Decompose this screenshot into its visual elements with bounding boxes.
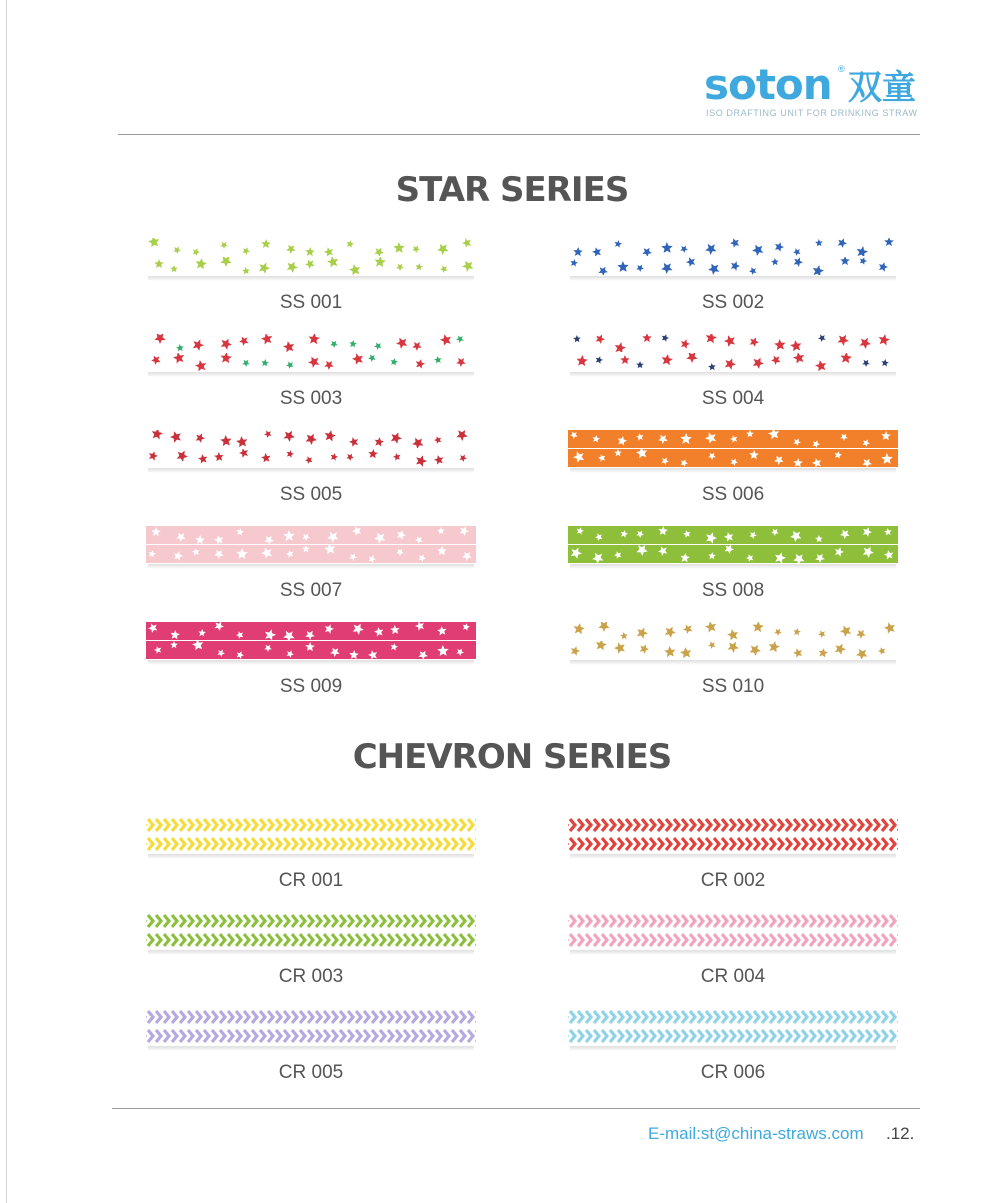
- straw: [568, 641, 898, 659]
- product-code: SS 009: [279, 676, 343, 697]
- straw-shadow: [148, 564, 474, 569]
- product-ss-001: [146, 234, 476, 314]
- product-code: SS 005: [279, 484, 343, 505]
- logo-chinese-name: 双童: [848, 68, 916, 108]
- product-ss-006: [568, 426, 898, 506]
- straw-shadow: [570, 372, 896, 377]
- product-ss-010: [568, 618, 898, 698]
- product-code: SS 001: [279, 292, 343, 313]
- straw-image: [568, 426, 898, 476]
- product-code: CR 003: [278, 966, 344, 987]
- page-left-border: [6, 0, 7, 1203]
- straw-image: [146, 908, 476, 958]
- footer-divider: [112, 1108, 920, 1109]
- straw-shadow: [570, 660, 896, 665]
- product-code: CR 001: [278, 870, 344, 891]
- straw-image: [568, 618, 898, 668]
- straw-image: [568, 234, 898, 284]
- logo-tagline: ISO DRAFTING UNIT FOR DRINKING STRAW: [706, 108, 918, 118]
- straw: [568, 622, 898, 640]
- straw-image: [146, 426, 476, 476]
- straw: [568, 526, 898, 544]
- chevron-series-title: CHEVRON SERIES: [352, 737, 672, 777]
- straw: [568, 912, 898, 930]
- star-series-title: STAR SERIES: [395, 170, 629, 210]
- straw-shadow: [148, 276, 474, 281]
- product-cr-005: [146, 1004, 476, 1084]
- straw: [146, 641, 476, 659]
- product-ss-007: [146, 522, 476, 602]
- straw-image: [568, 1004, 898, 1054]
- product-cr-002: [568, 812, 898, 892]
- straw: [146, 430, 476, 448]
- straw: [146, 622, 476, 640]
- straw: [568, 1027, 898, 1045]
- straw-shadow: [570, 564, 896, 569]
- contact-email[interactable]: E-mail:st@china-straws.com: [648, 1124, 864, 1143]
- straw-shadow: [148, 468, 474, 473]
- straw: [568, 835, 898, 853]
- straw: [146, 1027, 476, 1045]
- product-code: SS 006: [701, 484, 765, 505]
- header-divider: [118, 134, 920, 135]
- straw: [568, 931, 898, 949]
- product-code: SS 004: [701, 388, 765, 409]
- straw-shadow: [570, 854, 896, 859]
- product-cr-004: [568, 908, 898, 988]
- straw: [146, 238, 476, 256]
- straw-shadow: [148, 660, 474, 665]
- product-cr-006: [568, 1004, 898, 1084]
- straw: [146, 353, 476, 371]
- straw-image: [568, 522, 898, 572]
- straw-shadow: [148, 854, 474, 859]
- straw: [568, 545, 898, 563]
- straw: [146, 526, 476, 544]
- straw-shadow: [570, 468, 896, 473]
- straw: [146, 334, 476, 352]
- straw-shadow: [570, 1046, 896, 1051]
- straw: [146, 816, 476, 834]
- straw-image: [146, 618, 476, 668]
- straw: [146, 545, 476, 563]
- straw: [146, 912, 476, 930]
- registered-mark: ®: [838, 64, 845, 74]
- straw-image: [146, 330, 476, 380]
- straw-image: [146, 522, 476, 572]
- product-code: SS 010: [701, 676, 765, 697]
- product-code: SS 007: [279, 580, 343, 601]
- product-code: CR 002: [700, 870, 766, 891]
- straw: [568, 449, 898, 467]
- straw-image: [146, 812, 476, 862]
- straw: [568, 257, 898, 275]
- product-code: SS 002: [701, 292, 765, 313]
- page-number: .12.: [886, 1124, 915, 1143]
- product-cr-003: [146, 908, 476, 988]
- straw-shadow: [570, 276, 896, 281]
- product-code: CR 006: [700, 1062, 766, 1083]
- straw: [146, 1008, 476, 1026]
- straw: [568, 353, 898, 371]
- straw: [568, 1008, 898, 1026]
- straw: [568, 430, 898, 448]
- product-code: SS 008: [701, 580, 765, 601]
- straw: [568, 334, 898, 352]
- product-code: SS 003: [279, 388, 343, 409]
- product-ss-005: [146, 426, 476, 506]
- product-code: CR 004: [700, 966, 766, 987]
- straw-shadow: [570, 950, 896, 955]
- straw-shadow: [148, 1046, 474, 1051]
- straw-image: [568, 330, 898, 380]
- straw: [568, 238, 898, 256]
- straw: [146, 835, 476, 853]
- product-ss-009: [146, 618, 476, 698]
- product-ss-003: [146, 330, 476, 410]
- straw-image: [568, 812, 898, 862]
- product-ss-008: [568, 522, 898, 602]
- straw: [146, 449, 476, 467]
- straw-image: [146, 1004, 476, 1054]
- straw-shadow: [148, 950, 474, 955]
- logo-wordmark: soton: [704, 60, 832, 109]
- straw-shadow: [148, 372, 474, 377]
- soton-logo: [704, 62, 919, 122]
- product-ss-004: [568, 330, 898, 410]
- straw: [568, 816, 898, 834]
- product-cr-001: [146, 812, 476, 892]
- product-code: CR 005: [278, 1062, 344, 1083]
- product-ss-002: [568, 234, 898, 314]
- straw-image: [146, 234, 476, 284]
- straw: [146, 931, 476, 949]
- straw-image: [568, 908, 898, 958]
- straw: [146, 257, 476, 275]
